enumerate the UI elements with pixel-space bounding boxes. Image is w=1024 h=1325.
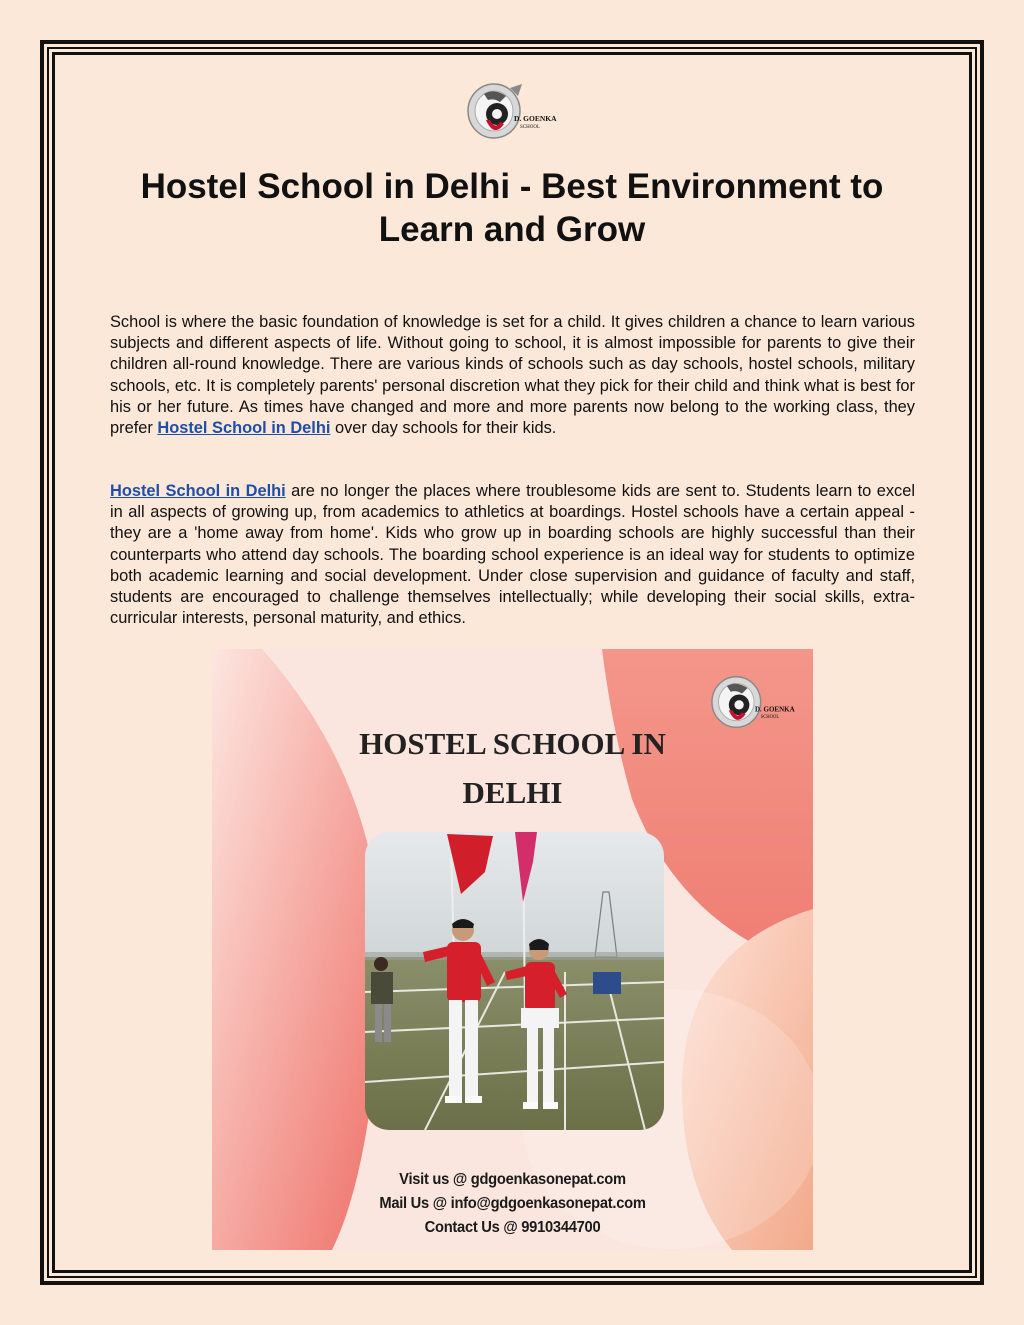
- poster-visit-text: Visit us @ gdgoenkasonepat.com: [399, 1171, 626, 1188]
- hostel-school-link-2[interactable]: Hostel School in Delhi: [110, 482, 286, 500]
- poster-contact-block: [212, 1168, 813, 1240]
- poster-mail-text: Mail Us @ info@gdgoenkasonepat.com: [379, 1195, 646, 1212]
- paragraph-intro-text-before: School is where the basic foundation of knowledge is set for a child. It gives children a chance to learn various subjects and different aspects of life. Without going to school, it is almost impossible for parents to give their children all-round knowledge. There are various kinds of schools such as day schools, hostel schools, military schools, etc. It is completely parents' personal discretion what they pick for their child and think what is best for his or her future. As times have changed and more and more parents now belong to the working class, they prefer: [110, 313, 915, 438]
- logo-brand-sub: SCHOOL: [520, 125, 541, 130]
- paragraph-details-text: are no longer the places where troublesome kids are sent to. Students learn to excel in all aspects of growing up, from academics to athletics at boardings. Hostel schools have a certain appeal - they are a 'home away from home'. Kids who grow up in boarding schools are highly successful than their counterparts who attend day schools. The boarding school experience is an ideal way for students to optimize both academic learning and social development. Under close supervision and guidance of faculty and staff, students are encouraged to challenge themselves intellectually; while developing their social skills, extra-curricular interests, personal maturity, and ethics.: [110, 482, 916, 628]
- paragraph-details: [110, 481, 915, 629]
- hostel-school-link-1[interactable]: Hostel School in Delhi: [157, 419, 331, 438]
- poster-contact-text: Contact Us @ 9910344700: [424, 1219, 601, 1236]
- students-march-photo-icon: [365, 832, 664, 1130]
- poster-logo-sub: SCHOOL: [760, 714, 780, 720]
- poster-title-line1: HOSTEL SCHOOL IN: [359, 726, 666, 761]
- paragraph-intro: [110, 312, 915, 439]
- page-title: Hostel School in Delhi - Best Environment to Learn and Grow: [140, 167, 884, 249]
- poster-logo-brand: D. GOENKA: [755, 705, 795, 714]
- gd-goenka-logo-icon: [464, 80, 564, 142]
- paragraph-intro-text-after: over day schools for their kids.: [330, 419, 557, 438]
- hostel-school-poster: [212, 649, 813, 1250]
- logo-brand-name: D. GOENKA: [514, 114, 557, 123]
- poster-title: [212, 719, 813, 817]
- poster-title-line2: DELHI: [462, 775, 563, 810]
